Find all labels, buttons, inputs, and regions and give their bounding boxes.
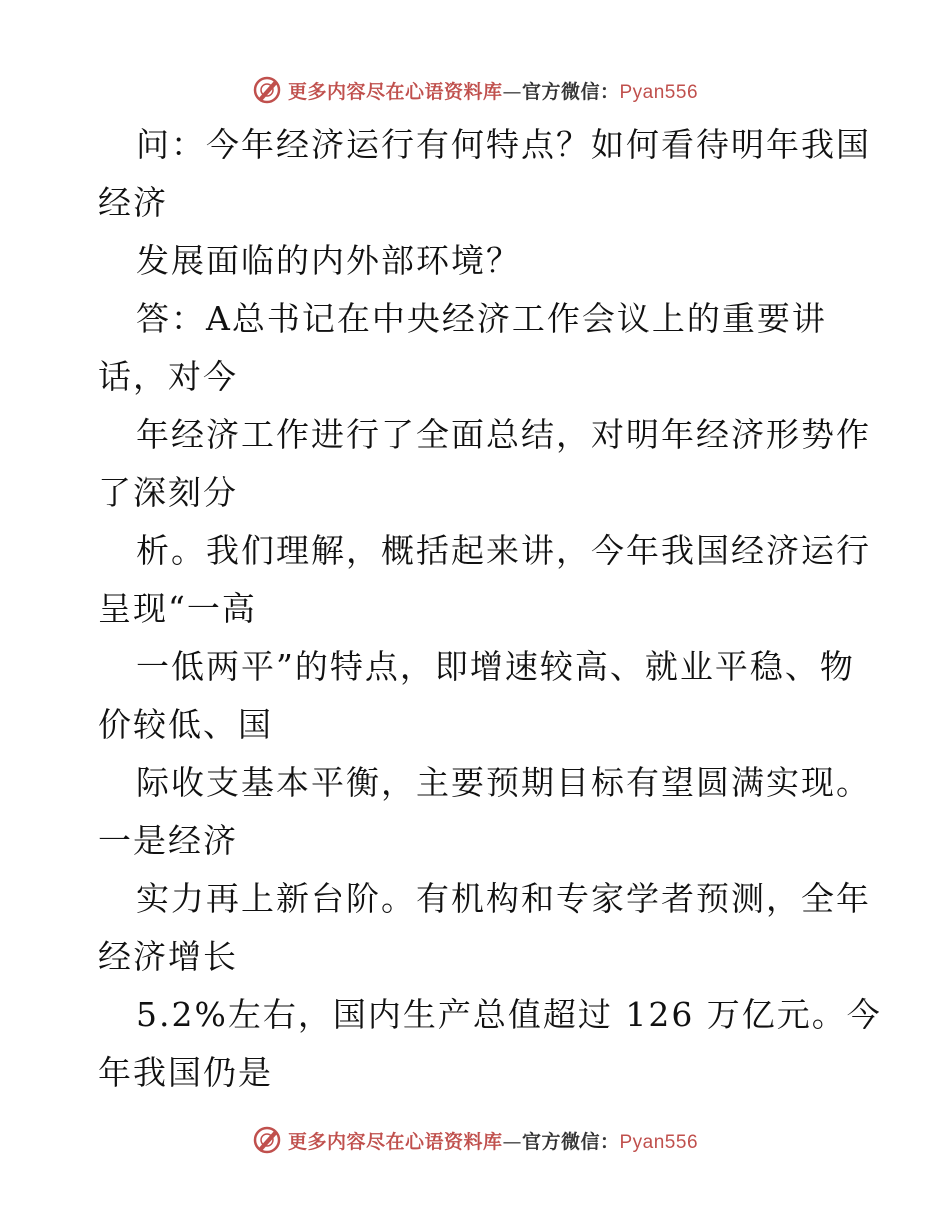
banner-dash: — <box>502 1130 522 1153</box>
banner-wechat-id: Pyan556 <box>619 1131 699 1153</box>
text-line: 一是经济 <box>98 821 238 860</box>
text-line: 呈现“一高 <box>98 589 257 628</box>
banner-wechat-id: Pyan556 <box>619 81 699 103</box>
text-line: 经济增长 <box>98 937 238 976</box>
banner-wechat-label: 官方微信： <box>521 80 620 103</box>
text-line: 年我国仍是 <box>98 1053 273 1092</box>
pen-circle-logo-icon <box>252 1125 282 1155</box>
header-banner <box>0 70 950 110</box>
text-line: 经济 <box>98 183 168 222</box>
pen-circle-logo-icon <box>252 75 282 105</box>
banner-main-text: 更多内容尽在心语资料库 <box>287 80 503 103</box>
text-line: 价较低、国 <box>98 705 273 744</box>
banner-dash: — <box>502 80 522 103</box>
text-line: 一低两平”的特点，即增速较高、就业平稳、物 <box>136 647 855 686</box>
text-line: 实力再上新台阶。有机构和专家学者预测，全年 <box>136 879 871 918</box>
document-body <box>98 116 882 1102</box>
banner-main-text: 更多内容尽在心语资料库 <box>287 1130 503 1153</box>
text-line: 5.2%左右，国内生产总值超过 126 万亿元。今 <box>136 995 882 1034</box>
footer-banner <box>0 1120 950 1160</box>
banner-wechat-label: 官方微信： <box>521 1130 620 1153</box>
text-line: 析。我们理解，概括起来讲，今年我国经济运行 <box>136 531 871 570</box>
text-line: 问：今年经济运行有何特点？如何看待明年我国 <box>136 125 871 164</box>
text-line: 际收支基本平衡，主要预期目标有望圆满实现。 <box>136 763 871 802</box>
text-line: 话，对今 <box>98 357 238 396</box>
text-line: 答：A总书记在中央经济工作会议上的重要讲 <box>136 299 827 338</box>
text-line: 了深刻分 <box>98 473 238 512</box>
text-line: 发展面临的内外部环境？ <box>136 241 521 280</box>
text-line: 年经济工作进行了全面总结，对明年经济形势作 <box>136 415 871 454</box>
